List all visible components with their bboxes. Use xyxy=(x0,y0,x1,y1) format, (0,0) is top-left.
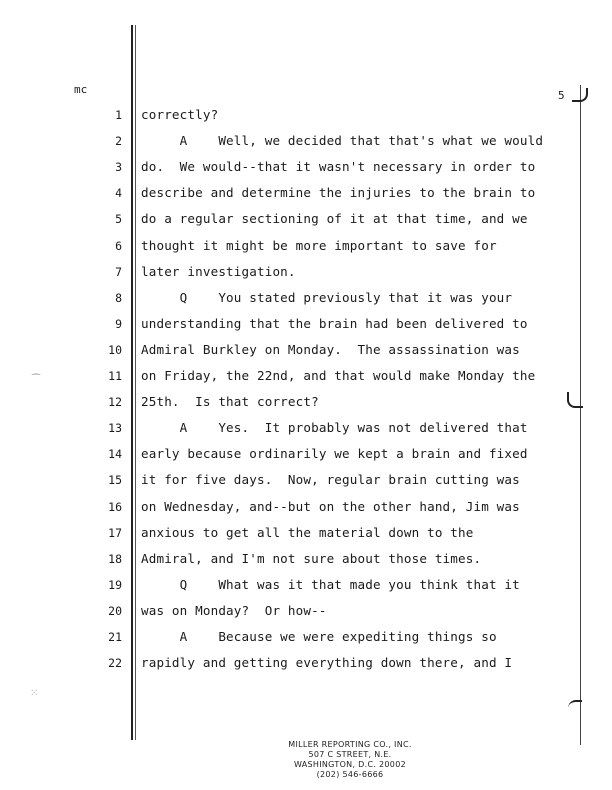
line-text: understanding that the brain had been delivered to xyxy=(141,315,528,331)
line-text: do a regular sectioning of it at that time, and we xyxy=(141,211,528,227)
line-text: on Friday, the 22nd, and that would make Monday the xyxy=(141,368,536,383)
transcript-line xyxy=(0,393,612,413)
transcript-line xyxy=(0,263,612,283)
transcript-line xyxy=(0,419,612,439)
line-number: 21 xyxy=(108,630,122,644)
line-number: 6 xyxy=(115,238,122,253)
transcript-line xyxy=(0,498,612,518)
transcript-line xyxy=(0,654,612,674)
line-number: 1 xyxy=(115,108,122,122)
line-text: was on Monday? Or how-- xyxy=(141,602,327,618)
line-number: 16 xyxy=(108,499,122,514)
page-number: 5 xyxy=(558,89,565,102)
line-text: Q You stated previously that it was your xyxy=(141,289,513,305)
line-text: early because ordinarily we kept a brain and fixed xyxy=(141,446,528,462)
line-text: A Yes. It probably was not delivered that xyxy=(141,420,528,436)
transcript-line xyxy=(0,628,612,648)
line-number: 10 xyxy=(108,342,122,357)
line-text: describe and determine the injuries to the brain to xyxy=(141,185,536,201)
transcript-line xyxy=(0,237,612,257)
line-text: later investigation. xyxy=(141,263,296,279)
line-number: 19 xyxy=(108,577,122,592)
line-text: on Wednesday, and--but on the other hand, Jim was xyxy=(141,498,520,514)
line-number: 22 xyxy=(108,656,122,671)
transcript-line xyxy=(0,550,612,570)
transcript-line xyxy=(0,367,612,387)
transcript-line xyxy=(0,184,612,204)
reporter-footer xyxy=(250,740,450,780)
line-number: 15 xyxy=(108,473,122,488)
line-text: Q What was it that made you think that it xyxy=(141,576,520,592)
transcript-line xyxy=(0,210,612,230)
footer-city: WASHINGTON, D.C. 20002 xyxy=(294,760,406,769)
line-number: 7 xyxy=(115,264,122,279)
footer-street: 507 C STREET, N.E. xyxy=(308,750,392,759)
line-number: 17 xyxy=(108,525,122,540)
line-text: anxious to get all the material down to the xyxy=(141,524,474,540)
line-number: 20 xyxy=(108,603,122,618)
line-number: 8 xyxy=(115,290,122,305)
line-text: thought it might be more important to save for xyxy=(141,237,497,253)
transcript-line xyxy=(0,445,612,465)
scan-smudge: ⁙ xyxy=(30,688,39,699)
line-number: 9 xyxy=(115,316,122,331)
transcript-line xyxy=(0,341,612,361)
footer-phone: (202) 546-6666 xyxy=(316,770,384,779)
line-text: 25th. Is that correct? xyxy=(141,394,319,410)
line-text: Admiral Burkley on Monday. The assassination was xyxy=(141,341,520,357)
line-text: A Well, we decided that that's what we would xyxy=(141,133,544,149)
line-number: 2 xyxy=(115,134,122,149)
transcript-line xyxy=(0,132,612,152)
line-number: 13 xyxy=(108,421,122,436)
scan-smudge: ⁀ xyxy=(32,375,41,386)
footer-company: MILLER REPORTING CO., INC. xyxy=(288,740,412,749)
line-number: 12 xyxy=(108,395,122,410)
line-text: A Because we were expediting things so xyxy=(141,629,497,644)
line-text: do. We would--that it wasn't necessary in order to xyxy=(141,159,536,175)
transcript-line xyxy=(0,315,612,335)
transcript-line xyxy=(0,524,612,544)
line-number: 5 xyxy=(115,212,122,227)
transcript-line xyxy=(0,602,612,622)
bracket-mark-top xyxy=(572,88,588,102)
line-number: 4 xyxy=(115,186,122,201)
line-text: Admiral, and I'm not sure about those times. xyxy=(141,550,482,566)
reporter-initials: mc xyxy=(74,83,88,96)
bracket-mark-bottom xyxy=(568,700,582,718)
transcript-line xyxy=(0,106,612,126)
transcript-line xyxy=(0,471,612,491)
line-number: 11 xyxy=(108,369,122,383)
transcript-line xyxy=(0,289,612,309)
line-number: 18 xyxy=(108,551,122,566)
transcript-line xyxy=(0,158,612,178)
line-text: it for five days. Now, regular brain cutting was xyxy=(141,472,520,488)
line-number: 14 xyxy=(108,447,122,462)
transcript-line xyxy=(0,576,612,596)
line-text: correctly? xyxy=(141,107,219,122)
line-text: rapidly and getting everything down there, and I xyxy=(141,655,513,671)
line-number: 3 xyxy=(115,160,122,175)
